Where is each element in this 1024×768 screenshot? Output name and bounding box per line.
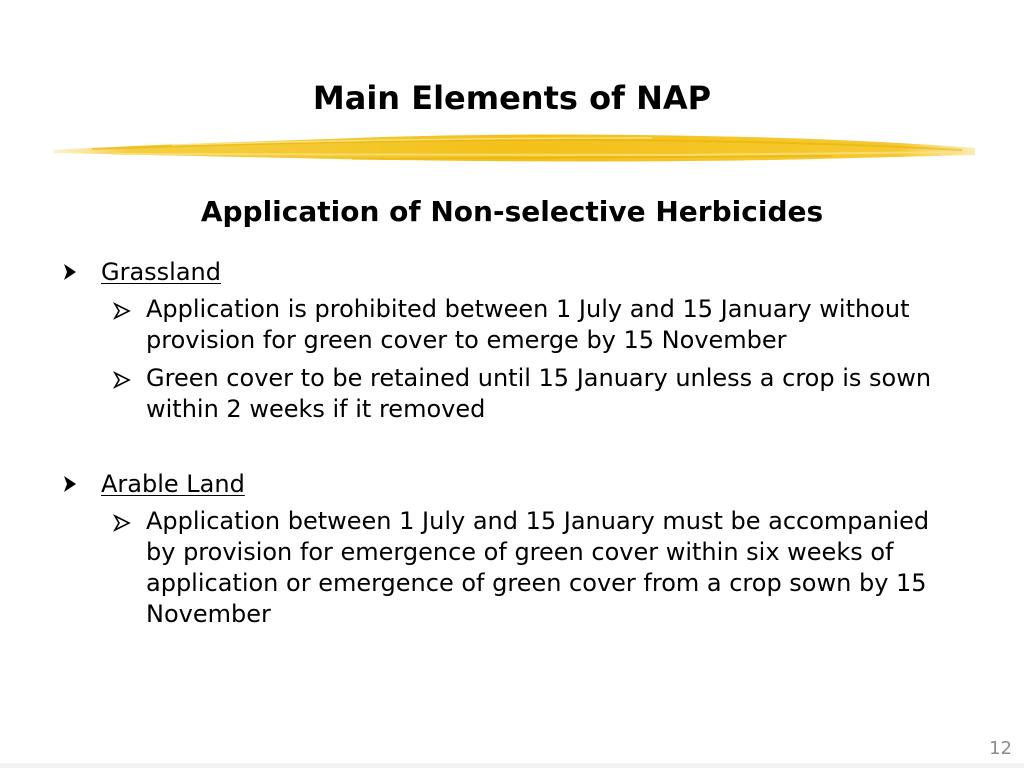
page-number: 12 bbox=[989, 738, 1012, 759]
outlined-arrow-bullet-icon bbox=[113, 371, 131, 389]
arrowhead-bullet-icon bbox=[62, 263, 78, 281]
brush-stroke-underline bbox=[52, 128, 977, 172]
list-item bbox=[113, 294, 973, 356]
list-item bbox=[113, 506, 973, 630]
footer-divider bbox=[0, 763, 1024, 768]
arrowhead-bullet-icon bbox=[62, 475, 78, 493]
outlined-arrow-bullet-icon bbox=[113, 302, 131, 320]
section-heading: Arable Land bbox=[101, 470, 245, 498]
slide-subtitle: Application of Non-selective Herbicides bbox=[200, 195, 824, 228]
list-item bbox=[113, 363, 973, 425]
slide-title: Main Elements of NAP bbox=[312, 79, 712, 117]
outlined-arrow-bullet-icon bbox=[113, 514, 131, 532]
list-item-text: Green cover to be retained until 15 January unless a crop is sown within 2 weeks if it removed bbox=[146, 364, 932, 423]
list-item-text: Application between 1 July and 15 January must be accompanied by provision for emergence of green cover within six weeks of application or emergence of green cover from a crop sown by 15 November bbox=[146, 507, 930, 628]
section-heading: Grassland bbox=[101, 258, 221, 286]
list-item-text: Application is prohibited between 1 July and 15 January without provision for green cover to emerge by 15 November bbox=[146, 295, 910, 354]
